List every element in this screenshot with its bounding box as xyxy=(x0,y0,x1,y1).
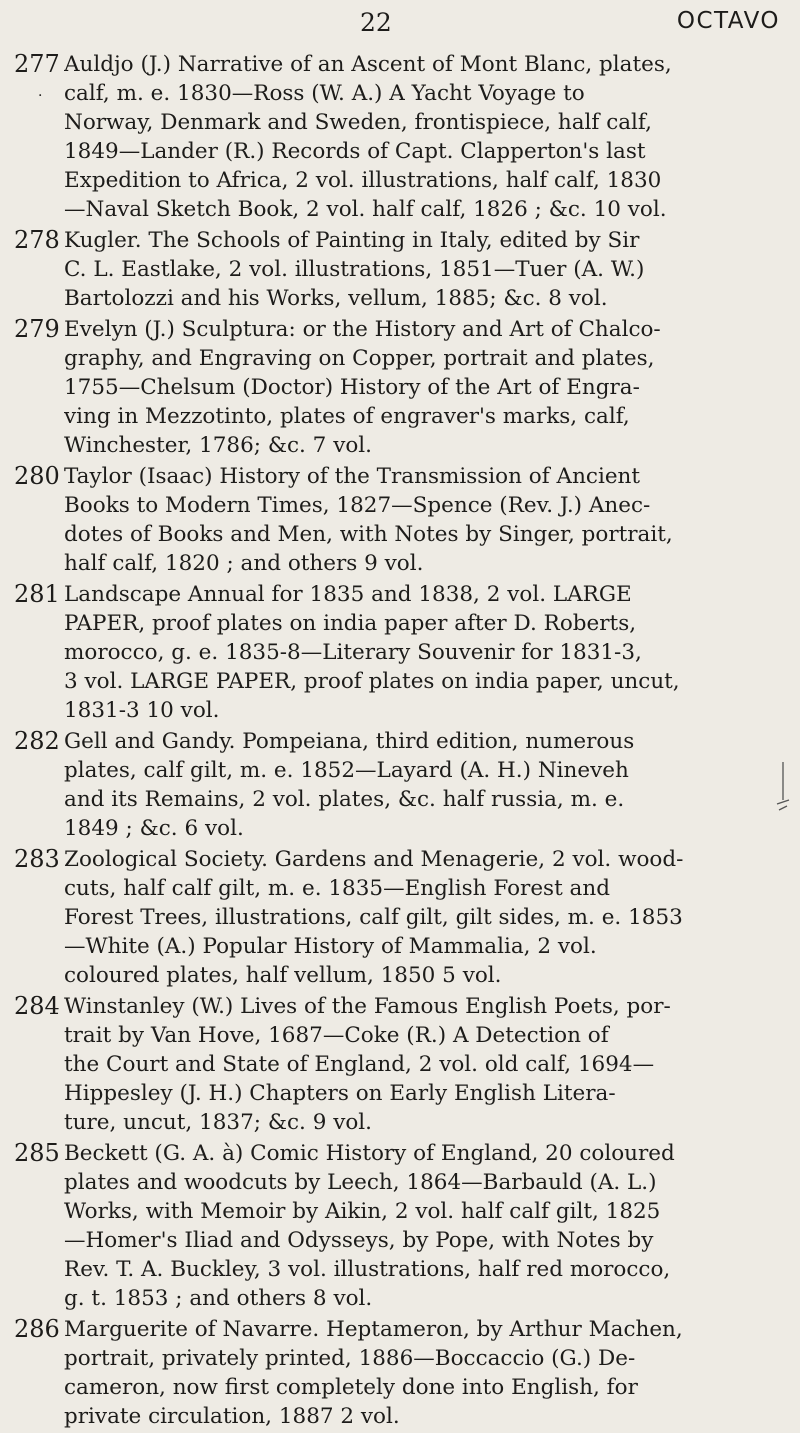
entry-line: coloured plates, half vellum, 1850 5 vol. xyxy=(64,963,502,988)
entry-line: trait by Van Hove, 1687—Coke (R.) A Detection of xyxy=(64,1023,609,1048)
entry-line: ving in Mezzotinto, plates of engraver's marks, calf, xyxy=(64,404,630,429)
margin-dot: · xyxy=(38,88,43,104)
page-number: 22 xyxy=(360,8,392,37)
catalogue-entry xyxy=(0,50,800,224)
catalogue-entry xyxy=(0,845,800,990)
entry-line: Taylor (Isaac) History of the Transmission of Ancient xyxy=(64,464,641,489)
entry-line: Winchester, 1786; &c. 7 vol. xyxy=(64,433,372,458)
entry-line: and its Remains, 2 vol. plates, &c. half russia, m. e. xyxy=(64,787,625,812)
entry-line: 1831-3 10 vol. xyxy=(64,698,220,723)
entry-line: morocco, g. e. 1835-8—Literary Souvenir for 1831-3, xyxy=(64,640,642,665)
entry-line: cuts, half calf gilt, m. e. 1835—English Forest and xyxy=(64,876,610,901)
entry-line: cameron, now first completely done into English, for xyxy=(64,1375,638,1400)
entry-line: Bartolozzi and his Works, vellum, 1885; &c. 8 vol. xyxy=(64,286,608,311)
lot-number: 285 xyxy=(14,1139,60,1167)
entry-line: Works, with Memoir by Aikin, 2 vol. half calf gilt, 1825 xyxy=(64,1199,661,1224)
catalogue-entry xyxy=(0,992,800,1137)
page-header xyxy=(0,6,800,46)
page-edge-mark xyxy=(773,760,793,820)
entry-line: C. L. Eastlake, 2 vol. illustrations, 1851—Tuer (A. W.) xyxy=(64,257,645,282)
entry-line: plates, calf gilt, m. e. 1852—Layard (A. H.) Nineveh xyxy=(64,758,629,783)
entry-text xyxy=(64,226,758,313)
catalogue-entry xyxy=(0,226,800,313)
entry-text xyxy=(64,50,758,224)
entry-line: ture, uncut, 1837; &c. 9 vol. xyxy=(64,1110,373,1135)
entry-line: graphy, and Engraving on Copper, portrait and plates, xyxy=(64,346,655,371)
lot-number: 286 xyxy=(14,1315,60,1343)
lot-number: 279 xyxy=(14,315,60,343)
entry-line: the Court and State of England, 2 vol. old calf, 1694— xyxy=(64,1052,655,1077)
entry-text xyxy=(64,580,758,725)
entry-text xyxy=(64,315,758,460)
entry-text xyxy=(64,845,758,990)
entry-line: Marguerite of Navarre. Heptameron, by Arthur Machen, xyxy=(64,1317,683,1342)
entry-line: dotes of Books and Men, with Notes by Singer, portrait, xyxy=(64,522,673,547)
catalogue-entry xyxy=(0,315,800,460)
catalogue-entry xyxy=(0,1315,800,1431)
lot-number: 282 xyxy=(14,727,60,755)
lot-number: 281 xyxy=(14,580,60,608)
entry-line: 1849 ; &c. 6 vol. xyxy=(64,816,244,841)
entry-line: —Homer's Iliad and Odysseys, by Pope, with Notes by xyxy=(64,1228,654,1253)
entry-line: 3 vol. LARGE PAPER, proof plates on india paper, uncut, xyxy=(64,669,680,694)
entry-text xyxy=(64,992,758,1137)
entry-line: Hippesley (J. H.) Chapters on Early English Litera- xyxy=(64,1081,616,1106)
entry-line: Kugler. The Schools of Painting in Italy, edited by Sir xyxy=(64,228,640,253)
entry-line: Evelyn (J.) Sculptura: or the History and Art of Chalco- xyxy=(64,317,661,342)
lot-number: 278 xyxy=(14,226,60,254)
catalogue-entries xyxy=(0,50,800,1433)
entry-line: half calf, 1820 ; and others 9 vol. xyxy=(64,551,424,576)
entry-text xyxy=(64,727,758,843)
catalogue-entry xyxy=(0,1139,800,1313)
entry-line: 1849—Lander (R.) Records of Capt. Clapperton's last xyxy=(64,139,646,164)
entry-line: Gell and Gandy. Pompeiana, third edition, numerous xyxy=(64,729,635,754)
catalogue-entry xyxy=(0,580,800,725)
entry-line: 1755—Chelsum (Doctor) History of the Art of Engra- xyxy=(64,375,640,400)
entry-line: Rev. T. A. Buckley, 3 vol. illustrations, half red morocco, xyxy=(64,1257,671,1282)
lot-number: 280 xyxy=(14,462,60,490)
entry-line: Landscape Annual for 1835 and 1838, 2 vol. LARGE xyxy=(64,582,632,607)
catalogue-entry xyxy=(0,727,800,843)
entry-line: —Naval Sketch Book, 2 vol. half calf, 1826 ; &c. 10 vol. xyxy=(64,197,667,222)
entry-line: PAPER, proof plates on india paper after D. Roberts, xyxy=(64,611,637,636)
section-title: OCTAVO xyxy=(676,8,780,34)
entry-line: g. t. 1853 ; and others 8 vol. xyxy=(64,1286,373,1311)
entry-text xyxy=(64,462,758,578)
entry-line: plates and woodcuts by Leech, 1864—Barbauld (A. L.) xyxy=(64,1170,657,1195)
entry-line: —White (A.) Popular History of Mammalia, 2 vol. xyxy=(64,934,597,959)
catalogue-entry xyxy=(0,462,800,578)
entry-line: Books to Modern Times, 1827—Spence (Rev. J.) Anec- xyxy=(64,493,651,518)
entry-line: Norway, Denmark and Sweden, frontispiece, half calf, xyxy=(64,110,652,135)
entry-line: Beckett (G. A. à) Comic History of England, 20 coloured xyxy=(64,1141,675,1166)
entry-text xyxy=(64,1315,758,1431)
lot-number: 284 xyxy=(14,992,60,1020)
entry-line: Winstanley (W.) Lives of the Famous English Poets, por- xyxy=(64,994,671,1019)
entry-line: Auldjo (J.) Narrative of an Ascent of Mont Blanc, plates, xyxy=(64,52,672,77)
lot-number: 277 xyxy=(14,50,60,78)
entry-line: private circulation, 1887 2 vol. xyxy=(64,1404,400,1429)
entry-line: Expedition to Africa, 2 vol. illustrations, half calf, 1830 xyxy=(64,168,662,193)
entry-text xyxy=(64,1139,758,1313)
entry-line: calf, m. e. 1830—Ross (W. A.) A Yacht Voyage to xyxy=(64,81,585,106)
entry-line: portrait, privately printed, 1886—Boccaccio (G.) De- xyxy=(64,1346,636,1371)
entry-line: Forest Trees, illustrations, calf gilt, gilt sides, m. e. 1853 xyxy=(64,905,683,930)
lot-number: 283 xyxy=(14,845,60,873)
entry-line: Zoological Society. Gardens and Menagerie, 2 vol. wood- xyxy=(64,847,684,872)
